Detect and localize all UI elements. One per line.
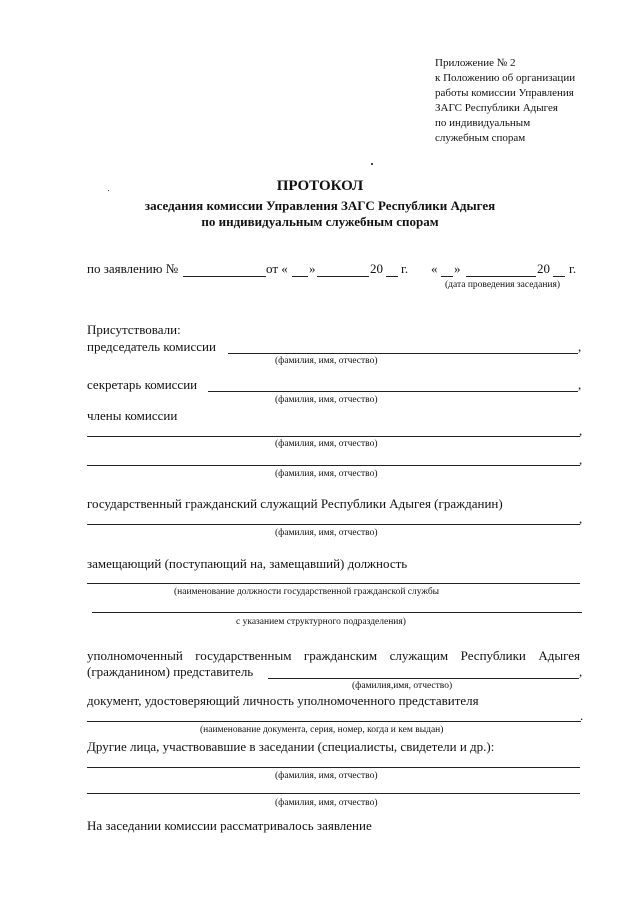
- document-label: документ, удостоверяющий личность уполномоченного представителя: [87, 693, 479, 708]
- fio-caption: (фамилия, имя, отчество): [275, 528, 378, 538]
- member-field[interactable]: [87, 436, 580, 437]
- title-subline: заседания комиссии Управления ЗАГС Республики Адыгея: [144, 198, 496, 213]
- year-prefix: 20: [537, 261, 550, 276]
- appendix-line: Приложение № 2: [435, 57, 516, 69]
- title-subline: по индивидуальным служебным спорам: [201, 214, 439, 229]
- fio-caption: (фамилия, имя, отчество): [275, 395, 378, 405]
- document-title: ПРОТОКОЛ: [276, 178, 364, 194]
- document-field[interactable]: [87, 721, 581, 722]
- comma: ,: [579, 664, 583, 679]
- comma: ,: [579, 423, 583, 438]
- year-suffix: г.: [401, 261, 409, 276]
- quote-close: »: [309, 261, 316, 276]
- position-field[interactable]: [87, 583, 580, 584]
- others-label: Другие лица, участвовавшие в заседании (специалисты, свидетели и др.):: [87, 739, 495, 754]
- date-year-field[interactable]: [386, 276, 398, 277]
- chairman-label: председатель комиссии: [87, 339, 216, 354]
- date-from-label: от «: [266, 261, 288, 276]
- appendix-line: служебным спорам: [435, 132, 526, 144]
- session-month-field[interactable]: [466, 276, 536, 277]
- representative-line2: (гражданином) представитель: [87, 664, 254, 679]
- comma: ,: [578, 377, 582, 392]
- appendix-line: по индивидуальным: [435, 117, 531, 129]
- fio-caption: (фамилия, имя, отчество): [275, 771, 378, 781]
- application-prefix: по заявлению №: [87, 261, 179, 276]
- fio-caption: (фамилия,имя, отчество): [352, 681, 453, 691]
- position-caption: (наименование должности государственной гражданской службы: [174, 587, 440, 597]
- scan-dot: [371, 163, 373, 165]
- representative-word: Республики: [460, 648, 526, 663]
- comma: ,: [578, 339, 582, 354]
- year-suffix: г.: [569, 261, 577, 276]
- appendix-line: к Положению об организации: [435, 72, 576, 84]
- session-date-caption: (дата проведения заседания): [445, 280, 561, 290]
- servant-field[interactable]: [87, 524, 580, 525]
- secretary-field[interactable]: [208, 391, 578, 392]
- members-label: члены комиссии: [87, 408, 178, 423]
- others-field[interactable]: [87, 767, 580, 768]
- quote-open: «: [431, 261, 438, 276]
- comma: ,: [579, 511, 583, 526]
- session-day-field[interactable]: [441, 276, 453, 277]
- application-number-field[interactable]: [183, 276, 266, 277]
- date-day-field[interactable]: [292, 276, 308, 277]
- representative-word: Адыгея: [538, 648, 580, 663]
- representative-word: служащим: [389, 648, 449, 663]
- session-year-field[interactable]: [553, 276, 565, 277]
- chairman-field[interactable]: [228, 353, 578, 354]
- fio-caption: (фамилия, имя, отчество): [275, 439, 378, 449]
- others-field[interactable]: [87, 793, 580, 794]
- secretary-label: секретарь комиссии: [87, 377, 198, 392]
- fio-caption: (фамилия, имя, отчество): [275, 356, 378, 366]
- department-field[interactable]: [92, 612, 582, 613]
- representative-word: гражданским: [303, 648, 378, 663]
- representative-line1: [87, 648, 580, 664]
- fio-caption: (фамилия, имя, отчество): [275, 798, 378, 808]
- comma: ,: [579, 452, 583, 467]
- position-label: замещающий (поступающий на, замещавший) должность: [87, 556, 408, 571]
- period: .: [580, 708, 584, 723]
- document-caption: (наименование документа, серия, номер, когда и кем выдан): [200, 725, 444, 735]
- fio-caption: (фамилия, имя, отчество): [275, 469, 378, 479]
- appendix-line: работы комиссии Управления: [435, 87, 574, 99]
- considered-label: На заседании комиссии рассматривалось заявление: [87, 818, 372, 833]
- year-prefix: 20: [370, 261, 383, 276]
- date-month-field[interactable]: [317, 276, 369, 277]
- servant-label: государственный гражданский служащий Республики Адыгея (гражданин): [87, 496, 503, 511]
- representative-field[interactable]: [268, 678, 579, 679]
- appendix-line: ЗАГС Республики Адыгея: [435, 102, 558, 114]
- present-heading: Присутствовали:: [87, 322, 181, 337]
- appendix-block: [435, 56, 575, 146]
- member-field[interactable]: [87, 465, 580, 466]
- department-caption: с указанием структурного подразделения): [236, 617, 406, 627]
- quote-close: »: [454, 261, 461, 276]
- representative-word: государственным: [195, 648, 292, 663]
- representative-word: уполномоченный: [87, 648, 183, 663]
